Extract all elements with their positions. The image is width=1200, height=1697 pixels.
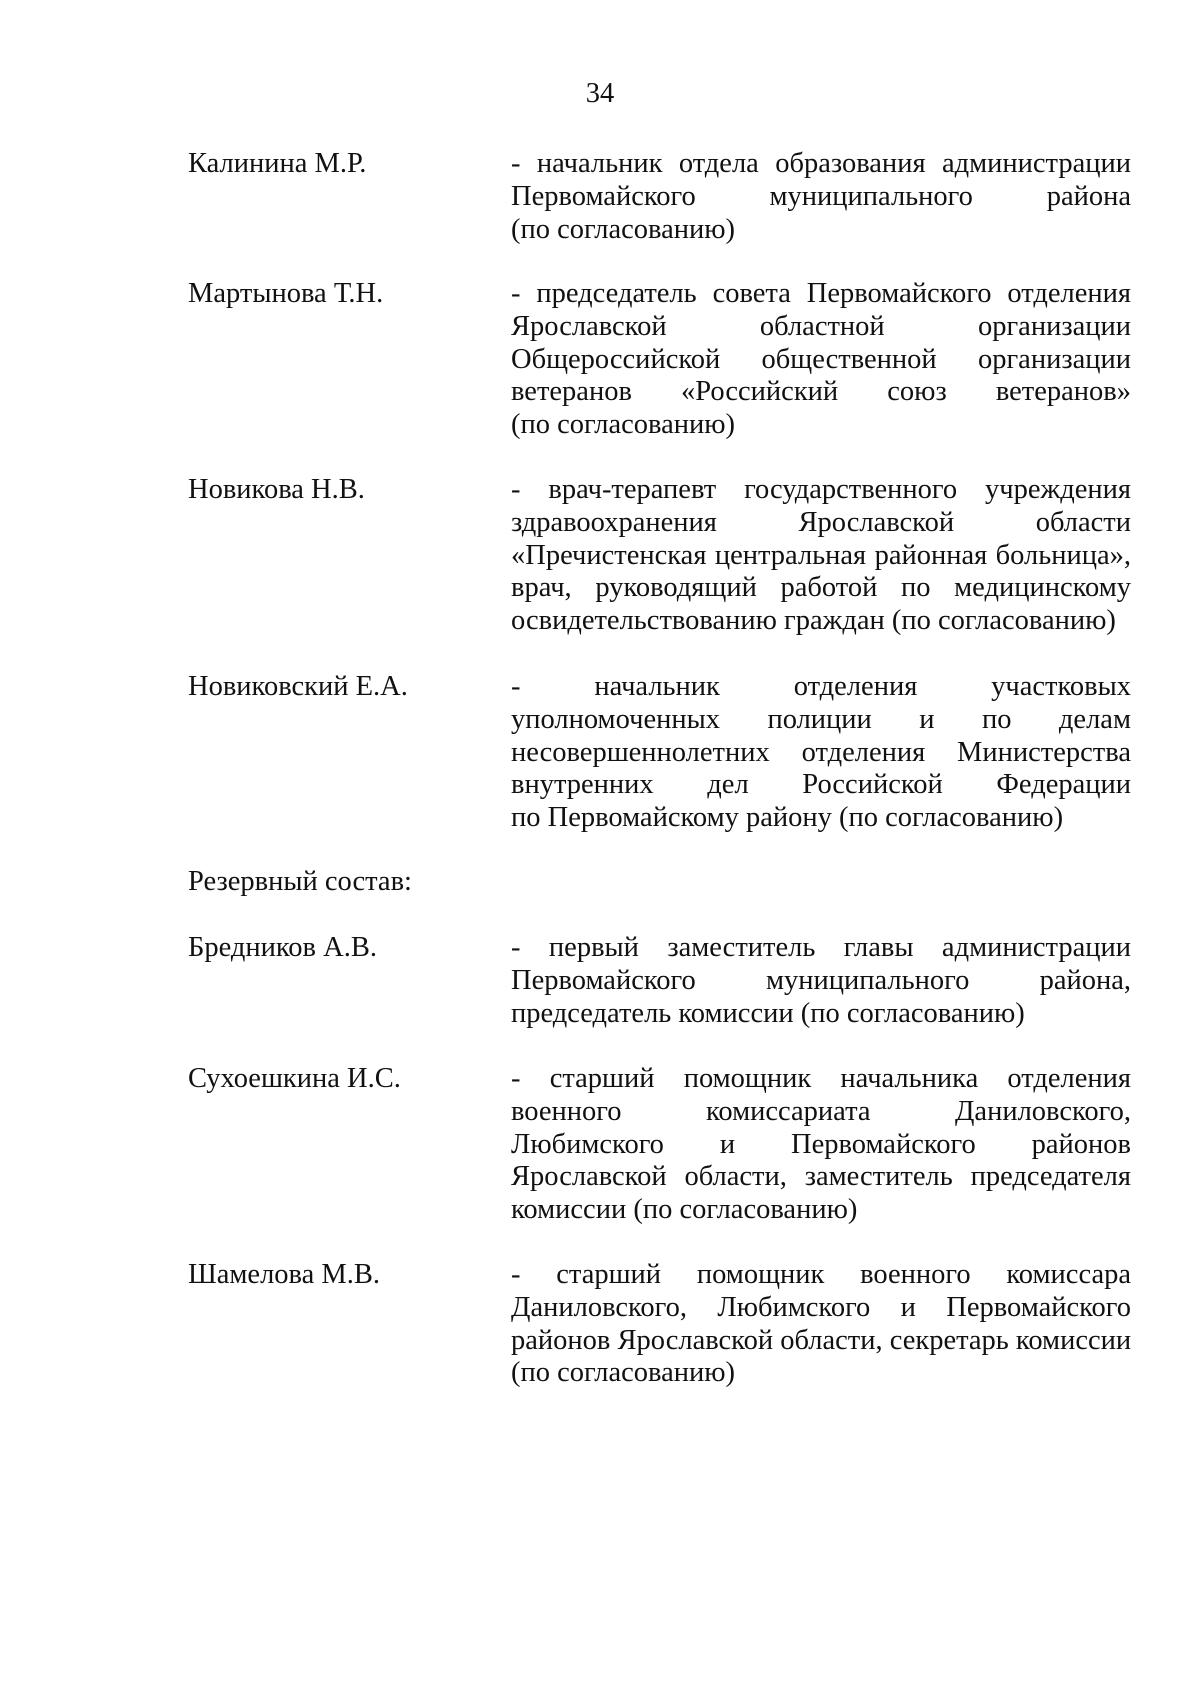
member-name: Сухоешкина И.С.	[188, 1063, 401, 1094]
member-name: Калинина М.Р.	[188, 148, 367, 179]
position-line: районов Ярославской области, секретарь комиссии	[511, 1324, 1132, 1356]
position-line: ветеранов «Российский союз ветеранов»	[511, 376, 1131, 408]
position-line: - врач-терапевт государственного учреждения	[511, 474, 1131, 505]
position-line: Первомайского муниципального района,	[511, 964, 1131, 996]
position-line: (по согласованию)	[511, 409, 736, 441]
member-name: Шамелова М.В.	[188, 1259, 381, 1290]
position-line: - начальник отделения участковых	[511, 671, 1131, 702]
position-line: освидетельствованию граждан (по согласованию)	[511, 605, 1116, 637]
member-position	[511, 1259, 1131, 1390]
member-name: Новиковский Е.А.	[188, 671, 408, 702]
member-position	[511, 148, 1131, 246]
member-position	[511, 1063, 1131, 1227]
position-line: Первомайского муниципального района	[511, 180, 1131, 212]
member-position	[511, 474, 1131, 638]
member-position	[511, 278, 1131, 442]
position-line: Любимского и Первомайского районов	[511, 1128, 1131, 1160]
position-line: (по согласованию)	[511, 213, 736, 245]
position-line: (по согласованию)	[511, 1357, 736, 1389]
member-name: Бредников А.В.	[188, 932, 377, 963]
position-line: уполномоченных полиции и по делам	[511, 703, 1131, 735]
position-line: председатель комиссии (по согласованию)	[511, 997, 1025, 1029]
position-line: - председатель совета Первомайского отделения	[511, 278, 1131, 309]
reserve-heading: Резервный состав:	[188, 866, 412, 897]
position-line: - начальник отдела образования администрации	[511, 148, 1131, 179]
position-line: комиссии (по согласованию)	[511, 1194, 858, 1226]
member-position	[511, 932, 1131, 1030]
position-line: - старший помощник военного комиссара	[511, 1259, 1131, 1290]
position-line: внутренних дел Российской Федерации	[511, 769, 1131, 801]
member-position	[511, 671, 1131, 835]
position-line: - первый заместитель главы администрации	[511, 932, 1131, 963]
member-name: Новикова Н.В.	[188, 474, 365, 505]
position-line: несовершеннолетних отделения Министерства	[511, 736, 1131, 768]
position-line: врач, руководящий работой по медицинскому	[511, 572, 1131, 604]
position-line: военного комиссариата Даниловского,	[511, 1095, 1131, 1127]
position-line: по Первомайскому району (по согласованию)	[511, 802, 1064, 834]
position-line: Ярославской области, заместитель председателя	[511, 1161, 1131, 1193]
position-line: Общероссийской общественной организации	[511, 343, 1131, 375]
member-name: Мартынова Т.Н.	[188, 278, 384, 309]
position-line: Даниловского, Любимского и Первомайского	[511, 1291, 1131, 1323]
position-line: - старший помощник начальника отделения	[511, 1063, 1131, 1094]
position-line: «Пречистенская центральная районная больница»,	[511, 539, 1131, 571]
position-line: здравоохранения Ярославской области	[511, 506, 1131, 538]
page-number: 34	[585, 78, 615, 109]
position-line: Ярославской областной организации	[511, 310, 1131, 342]
